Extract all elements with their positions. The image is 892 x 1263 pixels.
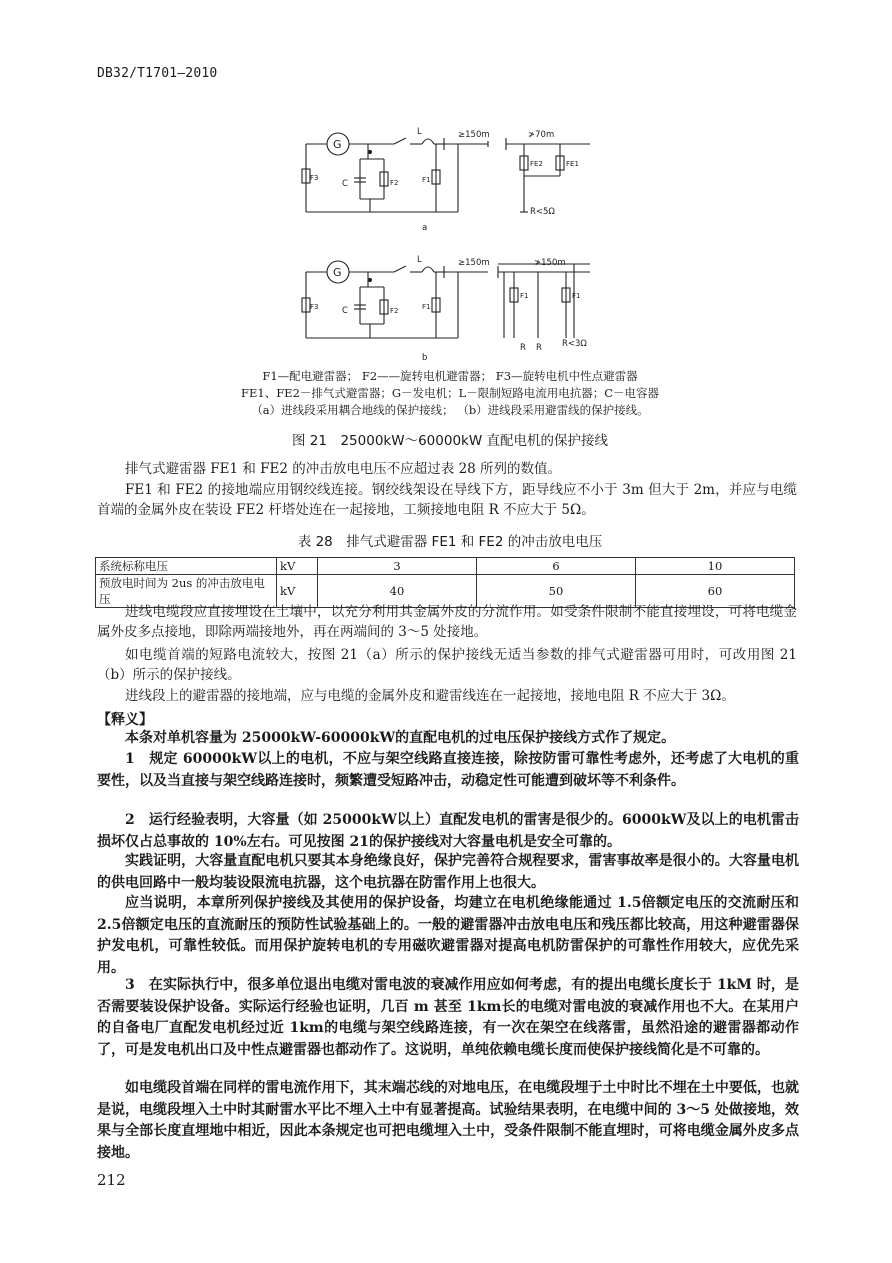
distance-main-b: ≥150m xyxy=(458,258,490,268)
ground-r2: R xyxy=(536,343,542,353)
ground-resistance-a: R<5Ω xyxy=(530,207,555,217)
diagram-a xyxy=(302,133,590,212)
body-paragraph: 进线电缆段应直接埋设在土壤中，以充分利用其金属外皮的分流作用。如受条件限制不能直接埋设，可将电缆金属外皮多点接地，即除两端接地外，再在两端间的 3～5 处接地。 xyxy=(97,604,797,640)
table-cell: 6 xyxy=(477,558,636,575)
body-paragraph: 排气式避雷器 FE1 和 FE2 的冲击放电电压不应超过表 28 所列的数值。 xyxy=(125,461,562,477)
f3-label-b: F3 xyxy=(310,303,319,311)
table-cell: kV xyxy=(277,558,318,575)
f2-label-b: F2 xyxy=(390,307,399,315)
table-cell: 60 xyxy=(636,575,795,608)
inductor-label-b: L xyxy=(417,255,422,265)
distance-main-a: ≥150m xyxy=(458,130,490,140)
explanation-paragraph: 如电缆段首端在同样的雷电流作用下，其末端芯线的对地电压，在电缆段埋于土中时比不埋在土中要低，也就是说，电缆段埋入土中时其耐雷水平比不埋入土中有显著提高。试验结果表明，在电缆中间的 3～5 处做接地，效果与全部长度直埋地中相近，因此本条规定也可把电缆埋入土中，受条件限制不能直埋时，可将电缆金属外皮多点接地。 xyxy=(97,1080,799,1161)
figure-note: FE1、FE2－排气式避雷器；G－发电机；L－限制短路电流用电抗器；C－电容器 xyxy=(241,386,659,400)
f2-label-a: F2 xyxy=(390,179,399,187)
explanation-heading: 【释义】 xyxy=(97,712,153,728)
diagram-a-sublabel: a xyxy=(422,223,428,233)
f1-label-b-left: F1 xyxy=(422,303,431,311)
explanation-paragraph: 应当说明，本章所列保护接线及其使用的保护设备，均建立在电机绝缘能通过 1.5倍额定电压的交流耐压和 2.5倍额定电压的直流耐压的预防性试验基础上的。一般的避雷器冲击放电电压和残压都比较高，用这种避雷器保护发电机，可靠性较低。而用保护旋转电机的专用磁吹避雷器对提高电机防雷保护的可靠性作用较大，应优先采用。 xyxy=(97,895,799,976)
generator-label-b: G xyxy=(333,266,342,279)
explanation-paragraph: 1 规定 60000kW以上的电机，不应与架空线路直接连接，除按防雷可靠性考虑外，还考虑了大电机的重要性，以及当直接与架空线路连接时，频繁遭受短路冲击，动稳定性可能遭到破坏等不利条件。 xyxy=(97,751,799,789)
figure-note: （a）进线段采用耦合地线的保护接线； （b）进线段采用避雷线的保护接线。 xyxy=(251,403,649,417)
figure-note: F1—配电避雷器； F2——旋转电机避雷器； F3—旋转电机中性点避雷器 xyxy=(262,369,638,383)
capacitor-label-a: C xyxy=(342,179,348,189)
ground-resistance-b: R<3Ω xyxy=(562,339,587,349)
ground-r1: R xyxy=(520,343,526,353)
explanation-paragraph: 实践证明，大容量直配电机只要其本身绝缘良好，保护完善符合规程要求，雷害事故率是很小的。大容量电机的供电回路中一般均装设限流电抗器，这个电抗器在防雷作用上也很大。 xyxy=(97,853,799,891)
inductor-label-a: L xyxy=(417,127,422,137)
explanation-paragraph: 3 在实际执行中，很多单位退出电缆对雷电波的衰减作用应如何考虑，有的提出电缆长度长于 1kM 时，是否需要装设保护设备。实际运行经验也证明，几百 m 甚至 1km长的电缆对雷电波的衰减作用也不大。在某用户的自备电厂直配发电机经过近 1km的电缆与架空线路连接，有一次在架空在线落雷，虽然沿途的避雷器都动作了，可是发电机出口及中性点避雷器也都动作了。这说明，单纯依赖电缆长度而使保护接线简化是不可靠的。 xyxy=(97,977,799,1058)
table-title: 表 28 排气式避雷器 FE1 和 FE2 的冲击放电电压 xyxy=(297,534,603,550)
body-paragraph: 进线段上的避雷器的接地端，应与电缆的金属外皮和避雷线连在一起接地，接地电阻 R 不应大于 3Ω。 xyxy=(125,688,735,704)
f1-label-b-mid: F1 xyxy=(520,292,529,300)
f1-label-b-right: F1 xyxy=(572,292,581,300)
explanation-paragraph: 本条对单机容量为 25000kW-60000kW的直配电机的过电压保护接线方式作了规定。 xyxy=(125,730,676,746)
table-cell: 40 xyxy=(318,575,477,608)
diagram-b-sublabel: b xyxy=(422,353,428,363)
distance-branch-a: ≯70m xyxy=(528,130,555,140)
table-cell: 系统标称电压 xyxy=(96,558,277,575)
figure-caption: 图 21 25000kW～60000kW 直配电机的保护接线 xyxy=(292,433,608,449)
body-paragraph: 如电缆首端的短路电流较大，按图 21（a）所示的保护接线无适当参数的排气式避雷器可用时，可改用图 21（b）所示的保护接线。 xyxy=(97,647,797,683)
f1-label-a: F1 xyxy=(422,176,431,184)
fe1-label: FE1 xyxy=(566,160,579,168)
generator-label-a: G xyxy=(333,138,342,151)
table-cell: 预放电时间为 2us 的冲击放电电压 xyxy=(96,575,277,608)
table-cell: 50 xyxy=(477,575,636,608)
page-number: 212 xyxy=(97,1171,126,1189)
body-paragraph: FE1 和 FE2 的接地端应用钢绞线连接。钢绞线架设在导线下方，距导线应不小于 3m 但大于 2m，并应与电缆首端的金属外皮在装设 FE2 杆塔处连在一起接地，工频接地电阻 R 不应大于 5Ω。 xyxy=(97,482,797,518)
figure-notes xyxy=(180,368,720,419)
capacitor-label-b: C xyxy=(342,306,348,316)
diagram-b xyxy=(302,261,590,338)
protection-wiring-figure xyxy=(298,124,598,364)
table-cell: 3 xyxy=(318,558,477,575)
fe2-label: FE2 xyxy=(530,160,543,168)
table-cell: 10 xyxy=(636,558,795,575)
table-cell: kV xyxy=(277,575,318,608)
distance-branch-b: ≯150m xyxy=(534,258,566,268)
table-row xyxy=(96,558,795,575)
f3-label-a: F3 xyxy=(310,174,319,182)
explanation-paragraph: 2 运行经验表明，大容量（如 25000kW以上）直配发电机的雷害是很少的。6000kW及以上的电机雷击损坏仅占总事故的 10%左右。可见按图 21的保护接线对大容量电机是安全可靠的。 xyxy=(97,812,799,850)
wiring-diagram xyxy=(298,124,598,364)
discharge-voltage-table xyxy=(95,557,795,608)
document-code: DB32/T1701—2010 xyxy=(97,66,218,81)
